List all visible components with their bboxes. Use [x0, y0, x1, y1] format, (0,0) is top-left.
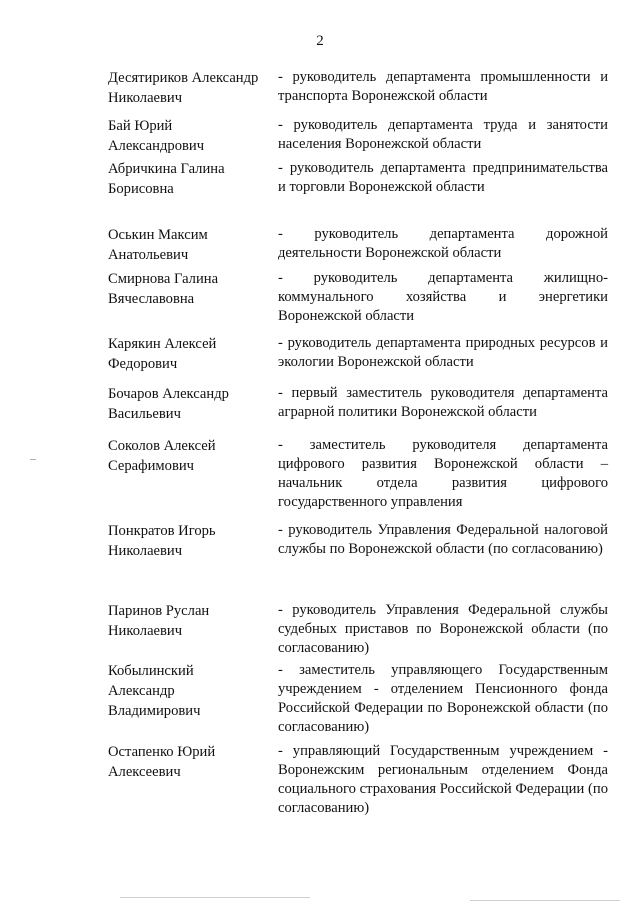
member-role: - руководитель Управления Федеральной налоговой службы по Воронежской области (по согласованию)	[278, 522, 608, 557]
scan-bottom-line	[120, 897, 310, 898]
member-name: Бай Юрий Александрович	[108, 118, 205, 154]
member-name: Карякин Алексей Федорович	[108, 336, 217, 372]
member-role: - первый заместитель руководителя департамента аграрной политики Воронежской области	[278, 385, 608, 420]
member-name: Понкратов Игорь Николаевич	[108, 523, 216, 559]
member-role: - руководитель департамента труда и занятости населения Воронежской области	[278, 117, 608, 152]
member-name: Оськин Максим Анатольевич	[108, 227, 208, 263]
member-role: - руководитель департамента природных ресурсов и экологии Воронежской области	[278, 335, 608, 370]
member-name: Абричкина Галина Борисовна	[108, 161, 225, 197]
member-role: - заместитель руководителя департамента цифрового развития Воронежской области – начальник отдела развития цифрового государственного управления	[278, 437, 608, 510]
member-name: Соколов Алексей Серафимович	[108, 438, 216, 474]
member-name: Десятириков Александр Николаевич	[108, 70, 259, 106]
member-name: Бочаров Александр Васильевич	[108, 386, 229, 422]
member-name: Кобылинский Александр Владимирович	[108, 663, 201, 719]
member-name: Остапенко Юрий Алексеевич	[108, 744, 216, 780]
page-number: 2	[316, 33, 324, 49]
member-name: Паринов Руслан Николаевич	[108, 603, 210, 639]
scan-bottom-line	[470, 900, 620, 901]
member-role: - руководитель департамента жилищно-коммунального хозяйства и энергетики Воронежской области	[278, 270, 608, 324]
scan-margin-mark	[30, 459, 36, 460]
member-role: - руководитель департамента промышленности и транспорта Воронежской области	[278, 69, 608, 104]
member-role: - заместитель управляющего Государственным учреждением - отделением Пенсионного фонда Российской Федерации по Воронежской области (по согласованию)	[278, 662, 608, 735]
member-name: Смирнова Галина Вячеславовна	[108, 271, 219, 307]
member-role: - руководитель департамента предпринимательства и торговли Воронежской области	[278, 160, 608, 195]
member-role: - руководитель Управления Федеральной службы судебных приставов по Воронежской области (по согласованию)	[278, 602, 608, 656]
member-role: - руководитель департамента дорожной деятельности Воронежской области	[278, 226, 608, 261]
member-role: - управляющий Государственным учреждением - Воронежским региональным отделением Фонда социального страхования Российской Федерации (по согласованию)	[278, 743, 608, 816]
